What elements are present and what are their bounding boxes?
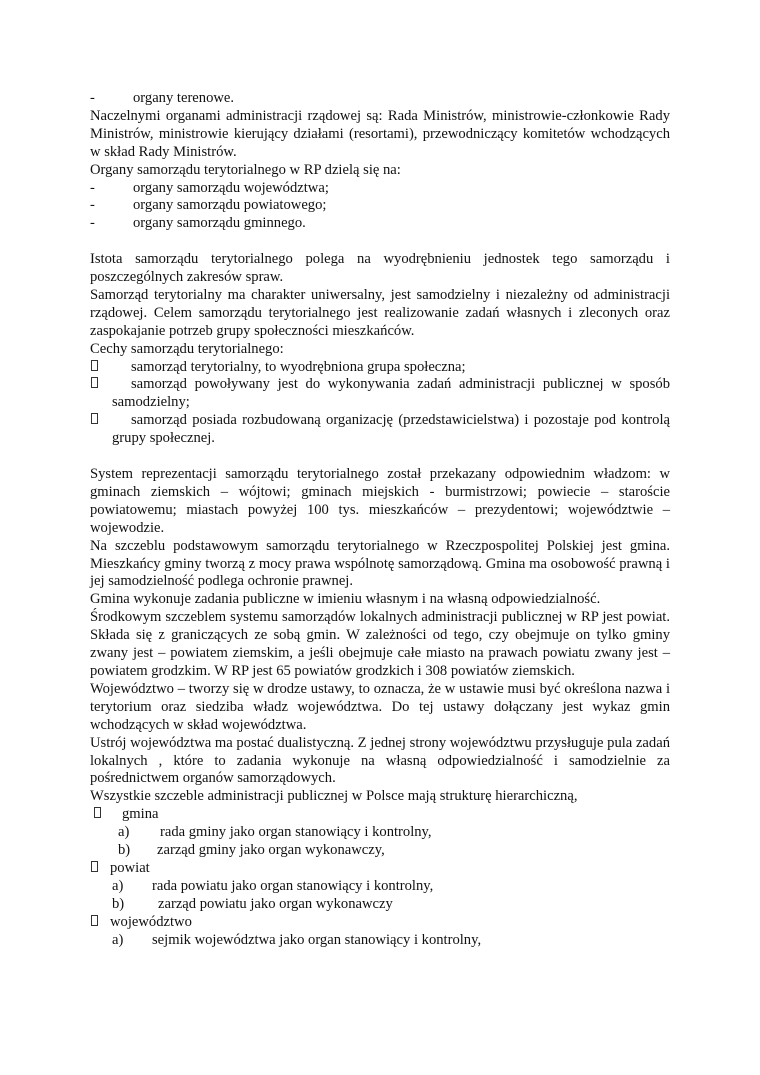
spacer xyxy=(90,233,670,251)
tree-item-wojewodztwo xyxy=(90,914,670,932)
tree-subitem-text: sejmik województwa jako organ stanowiący i kontrolny, xyxy=(152,931,482,948)
list-item-text: organy samorządu gminnego. xyxy=(133,215,306,232)
tree-item-label: województwo xyxy=(110,913,192,930)
tree-subitem xyxy=(90,896,670,914)
bullet-glyph-icon xyxy=(91,412,98,430)
tree-subitem-text: zarząd gminy jako organ wykonawczy, xyxy=(157,842,385,859)
list-item xyxy=(90,197,670,215)
dash-marker: - xyxy=(90,197,95,214)
tree-subitem xyxy=(90,842,670,860)
list-item xyxy=(90,215,670,233)
paragraph-istota: Istota samorządu terytorialnego polega na wyodrębnieniu jednostek tego samorządu i poszczególnych zakresów spraw. xyxy=(90,251,670,286)
spacer xyxy=(90,448,670,466)
tree-subitem xyxy=(90,932,670,950)
tree-item-powiat xyxy=(90,860,670,878)
subitem-marker: a) xyxy=(112,931,124,948)
tree-item-label: powiat xyxy=(110,859,150,876)
list-item xyxy=(90,180,670,198)
paragraph-powiat: Środkowym szczeblem systemu samorządów lokalnych administracji publicznej w RP jest powiat. Składa się z graniczących ze sobą gmin. W zależności od tego, czy obejmuje on tylko gminy zwany jest – powiatem ziemskim, a jeśli obejmuje całe miasto na prawach powiatu zwany jest – powiatem grodzkim. W RP jest 65 powiatów grodzkich i 308 powiatów ziemskich. xyxy=(90,609,670,679)
paragraph-cechy: Cechy samorządu terytorialnego: xyxy=(90,340,284,357)
paragraph-gmina: Na szczeblu podstawowym samorządu terytorialnego w Rzeczpospolitej Polskiej jest gmina. Mieszkańcy gminy tworzą z mocy prawa wspólnotę samorządową. Gmina ma osobowość prawną i jej samodzielność podlega ochronie prawnej. xyxy=(90,537,670,590)
tree-item-gmina xyxy=(90,806,670,824)
bullet-glyph-icon xyxy=(91,860,98,878)
tree-subitem xyxy=(90,878,670,896)
paragraph-organy-samorzadu: Organy samorządu terytorialnego w RP dzielą się na: xyxy=(90,161,401,178)
bullet-glyph-icon xyxy=(91,359,98,377)
list-item xyxy=(90,376,670,412)
list-item xyxy=(90,412,670,448)
paragraph-naczelne-organy: Naczelnymi organami administracji rządowej są: Rada Ministrów, ministrowie-członkowie Rady Ministrów, ministrowie kierujący działami (resortami), przewodniczący komitetów wchodzących w skład Rady Ministrów. xyxy=(90,107,670,160)
dash-marker: - xyxy=(90,90,95,106)
dash-marker: - xyxy=(90,179,95,196)
paragraph-gmina-zadania: Gmina wykonuje zadania publiczne w imieniu własnym i na własną odpowiedzialność. xyxy=(90,591,601,608)
dash-marker: - xyxy=(90,215,95,232)
paragraph-wojewodztwo: Województwo – tworzy się w drodze ustawy, to oznacza, że w ustawie musi być określona nazwa i terytorium oraz siedziba władz województwa. Do tej ustawy dołączany jest wykaz gmin wchodzących w skład województwa. xyxy=(90,680,670,733)
tree-subitem-text: rada gminy jako organ stanowiący i kontrolny, xyxy=(160,824,432,841)
list-item-text: samorząd powoływany jest do wykonywania zadań administracji publicznej w sposób samodzielny; xyxy=(112,376,670,411)
list-item-text: samorząd terytorialny, to wyodrębniona grupa społeczna; xyxy=(131,358,466,375)
list-item-text: samorząd posiada rozbudowaną organizację (przedstawicielstwa) i pozostaje pod kontrolą grupy społecznej. xyxy=(112,412,670,447)
list-item-text: organy terenowe. xyxy=(133,90,235,106)
tree-subitem-text: rada powiatu jako organ stanowiący i kontrolny, xyxy=(152,877,434,894)
paragraph-hierarchia: Wszystkie szczeble administracji publicznej w Polsce mają strukturę hierarchiczną, xyxy=(90,788,578,805)
tree-subitem-text: zarząd powiatu jako organ wykonawczy xyxy=(158,895,393,912)
document-page xyxy=(90,90,670,949)
bullet-glyph-icon xyxy=(94,806,101,824)
list-item-text: organy samorządu powiatowego; xyxy=(133,197,327,214)
list-item xyxy=(90,90,670,108)
subitem-marker: a) xyxy=(118,824,130,841)
list-item-text: organy samorządu województwa; xyxy=(133,179,329,196)
paragraph-charakter: Samorząd terytorialny ma charakter uniwersalny, jest samodzielny i niezależny od administracji rządowej. Celem samorządu terytorialnego jest realizowanie zadań własnych i zleconych oraz zaspokajanie potrzeb grupy społeczności mieszkańców. xyxy=(90,286,670,339)
subitem-marker: a) xyxy=(112,877,124,894)
paragraph-system-reprezentacji: System reprezentacji samorządu terytorialnego został przekazany odpowiednim władzom: w gminach ziemskich – wójtowi; gminach miejskich - burmistrzowi; powiecie – staroście powiatowemu; miastach powyżej 100 tys. mieszkańców – prezydentowi; województwie – wojewodzie. xyxy=(90,466,670,536)
tree-subitem xyxy=(90,824,670,842)
tree-item-label: gmina xyxy=(122,806,159,823)
paragraph-ustroj: Ustrój województwa ma postać dualistyczną. Z jednej strony województwu przysługuje pula zadań lokalnych , które to zadania wykonuje na własną odpowiedzialność i samodzielnie za pośrednictwem organów samorządowych. xyxy=(90,734,670,787)
subitem-marker: b) xyxy=(112,895,125,912)
subitem-marker: b) xyxy=(118,842,131,859)
bullet-glyph-icon xyxy=(91,914,98,932)
list-item xyxy=(90,359,670,377)
bullet-glyph-icon xyxy=(91,376,98,394)
